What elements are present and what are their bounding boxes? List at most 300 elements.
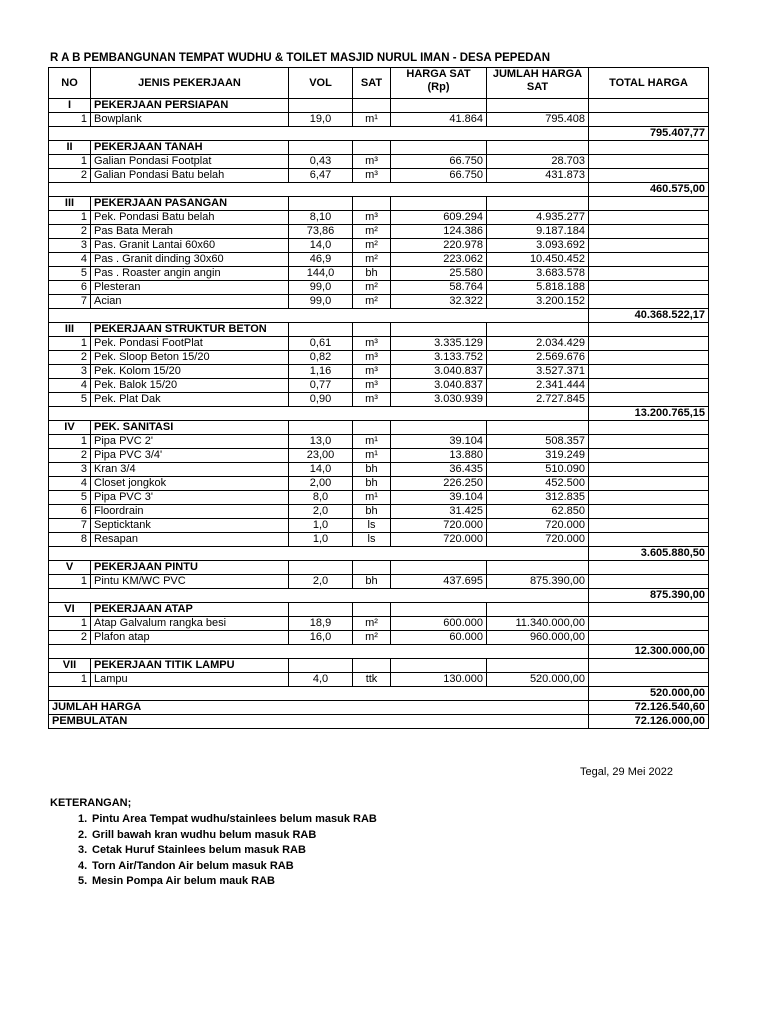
empty-cell <box>289 659 353 673</box>
item-jumlah-harga: 2.727.845 <box>487 393 589 407</box>
item-number: 1 <box>49 575 91 589</box>
empty-cell <box>589 603 709 617</box>
item-jumlah-harga: 520.000,00 <box>487 673 589 687</box>
section-row <box>49 197 709 211</box>
empty-cell <box>589 113 709 127</box>
item-number: 2 <box>49 449 91 463</box>
table-row <box>49 113 709 127</box>
empty-cell <box>589 155 709 169</box>
empty-cell <box>589 533 709 547</box>
item-number: 1 <box>49 155 91 169</box>
item-number: 2 <box>49 631 91 645</box>
empty-cell <box>589 99 709 113</box>
empty-cell <box>289 603 353 617</box>
table-row <box>49 295 709 309</box>
section-total: 12.300.000,00 <box>589 645 709 659</box>
item-sat: m³ <box>353 155 391 169</box>
section-name: PEKERJAAN TANAH <box>91 141 289 155</box>
section-name: PEKERJAAN PERSIAPAN <box>91 99 289 113</box>
empty-cell <box>49 407 589 421</box>
empty-cell <box>487 603 589 617</box>
empty-cell <box>353 561 391 575</box>
item-harga-sat: 3.133.752 <box>391 351 487 365</box>
empty-cell <box>589 519 709 533</box>
empty-cell <box>589 421 709 435</box>
item-sat: m² <box>353 225 391 239</box>
item-sat: bh <box>353 477 391 491</box>
table-row <box>49 505 709 519</box>
empty-cell <box>353 99 391 113</box>
item-harga-sat: 124.386 <box>391 225 487 239</box>
item-harga-sat: 13.880 <box>391 449 487 463</box>
table-row <box>49 155 709 169</box>
item-harga-sat: 3.040.837 <box>391 365 487 379</box>
item-name: Pipa PVC 2' <box>91 435 289 449</box>
item-number: 1 <box>49 617 91 631</box>
empty-cell <box>589 211 709 225</box>
item-name: Closet jongkok <box>91 477 289 491</box>
empty-cell <box>49 645 589 659</box>
table-row <box>49 281 709 295</box>
section-number: IV <box>49 421 91 435</box>
document-title: R A B PEMBANGUNAN TEMPAT WUDHU & TOILET MASJID NURUL IMAN - DESA PEPEDAN <box>50 52 551 64</box>
header-jenis-pekerjaan: JENIS PEKERJAAN <box>91 68 289 99</box>
section-name: PEK. SANITASI <box>91 421 289 435</box>
item-name: Pas Bata Merah <box>91 225 289 239</box>
item-vol: 14,0 <box>289 239 353 253</box>
empty-cell <box>589 323 709 337</box>
item-number: 4 <box>49 253 91 267</box>
keterangan-item: 5. Mesin Pompa Air belum mauk RAB <box>78 875 275 887</box>
item-sat: m³ <box>353 365 391 379</box>
item-name: Lampu <box>91 673 289 687</box>
empty-cell <box>589 561 709 575</box>
item-name: Septicktank <box>91 519 289 533</box>
item-number: 7 <box>49 295 91 309</box>
item-number: 3 <box>49 239 91 253</box>
item-jumlah-harga: 3.527.371 <box>487 365 589 379</box>
empty-cell <box>391 197 487 211</box>
item-name: Pipa PVC 3' <box>91 491 289 505</box>
section-row <box>49 659 709 673</box>
empty-cell <box>589 435 709 449</box>
jumlah-harga-row <box>49 701 709 715</box>
empty-cell <box>391 603 487 617</box>
jumlah-harga-value: 72.126.540,60 <box>589 701 709 715</box>
empty-cell <box>391 659 487 673</box>
item-jumlah-harga: 3.200.152 <box>487 295 589 309</box>
empty-cell <box>49 183 589 197</box>
empty-cell <box>353 141 391 155</box>
item-name: Floordrain <box>91 505 289 519</box>
empty-cell <box>289 141 353 155</box>
item-jumlah-harga: 720.000 <box>487 533 589 547</box>
item-number: 3 <box>49 463 91 477</box>
empty-cell <box>353 659 391 673</box>
header-vol: VOL <box>289 68 353 99</box>
empty-cell <box>391 561 487 575</box>
item-number: 7 <box>49 519 91 533</box>
section-row <box>49 421 709 435</box>
item-name: Pek. Kolom 15/20 <box>91 365 289 379</box>
empty-cell <box>289 561 353 575</box>
empty-cell <box>49 127 589 141</box>
item-name: Pek. Plat Dak <box>91 393 289 407</box>
section-row <box>49 99 709 113</box>
item-sat: m¹ <box>353 113 391 127</box>
empty-cell <box>391 99 487 113</box>
empty-cell <box>289 197 353 211</box>
item-jumlah-harga: 28.703 <box>487 155 589 169</box>
item-number: 1 <box>49 113 91 127</box>
item-name: Acian <box>91 295 289 309</box>
keterangan-list <box>78 812 377 890</box>
section-row <box>49 323 709 337</box>
item-number: 5 <box>49 267 91 281</box>
item-jumlah-harga: 720.000 <box>487 519 589 533</box>
empty-cell <box>49 547 589 561</box>
item-name: Plafon atap <box>91 631 289 645</box>
empty-cell <box>589 141 709 155</box>
table-row <box>49 449 709 463</box>
item-name: Pipa PVC 3/4' <box>91 449 289 463</box>
section-total-row <box>49 547 709 561</box>
item-vol: 144,0 <box>289 267 353 281</box>
item-jumlah-harga: 9.187.184 <box>487 225 589 239</box>
item-number: 4 <box>49 379 91 393</box>
item-vol: 73,86 <box>289 225 353 239</box>
section-total: 3.605.880,50 <box>589 547 709 561</box>
item-name: Bowplank <box>91 113 289 127</box>
item-sat: m² <box>353 281 391 295</box>
item-jumlah-harga: 431.873 <box>487 169 589 183</box>
item-sat: m³ <box>353 393 391 407</box>
section-name: PEKERJAAN STRUKTUR BETON <box>91 323 289 337</box>
item-number: 6 <box>49 505 91 519</box>
section-total-row <box>49 589 709 603</box>
table-row <box>49 337 709 351</box>
item-harga-sat: 220.978 <box>391 239 487 253</box>
section-total: 795.407,77 <box>589 127 709 141</box>
item-number: 2 <box>49 351 91 365</box>
table-row <box>49 267 709 281</box>
item-name: Pek. Balok 15/20 <box>91 379 289 393</box>
item-sat: bh <box>353 463 391 477</box>
empty-cell <box>589 673 709 687</box>
table-row <box>49 169 709 183</box>
item-number: 3 <box>49 365 91 379</box>
empty-cell <box>589 617 709 631</box>
empty-cell <box>487 323 589 337</box>
item-harga-sat: 41.864 <box>391 113 487 127</box>
section-row <box>49 561 709 575</box>
item-sat: m³ <box>353 169 391 183</box>
empty-cell <box>589 337 709 351</box>
item-sat: m² <box>353 631 391 645</box>
section-name: PEKERJAAN PASANGAN <box>91 197 289 211</box>
empty-cell <box>289 323 353 337</box>
empty-cell <box>589 659 709 673</box>
table-row <box>49 575 709 589</box>
table-row <box>49 211 709 225</box>
section-total: 13.200.765,15 <box>589 407 709 421</box>
document-date: Tegal, 29 Mei 2022 <box>580 766 673 778</box>
item-sat: m¹ <box>353 491 391 505</box>
item-jumlah-harga: 2.341.444 <box>487 379 589 393</box>
item-name: Atap Galvalum rangka besi <box>91 617 289 631</box>
item-name: Pintu KM/WC PVC <box>91 575 289 589</box>
item-sat: m¹ <box>353 449 391 463</box>
item-vol: 2,00 <box>289 477 353 491</box>
jumlah-harga-label: JUMLAH HARGA <box>49 701 589 715</box>
section-total-row <box>49 407 709 421</box>
item-vol: 1,0 <box>289 533 353 547</box>
item-number: 2 <box>49 225 91 239</box>
item-sat: m² <box>353 239 391 253</box>
header-jumlah-harga: JUMLAH HARGA SAT <box>487 68 589 99</box>
item-sat: m² <box>353 253 391 267</box>
item-number: 1 <box>49 211 91 225</box>
item-sat: m³ <box>353 379 391 393</box>
table-body <box>49 99 709 701</box>
empty-cell <box>487 197 589 211</box>
item-vol: 6,47 <box>289 169 353 183</box>
table-row <box>49 533 709 547</box>
pembulatan-label: PEMBULATAN <box>49 715 589 729</box>
header-harga-sat: HARGA SAT (Rp) <box>391 68 487 99</box>
item-harga-sat: 720.000 <box>391 519 487 533</box>
item-jumlah-harga: 510.090 <box>487 463 589 477</box>
item-vol: 2,0 <box>289 575 353 589</box>
item-vol: 19,0 <box>289 113 353 127</box>
header-sat: SAT <box>353 68 391 99</box>
empty-cell <box>589 393 709 407</box>
item-vol: 18,9 <box>289 617 353 631</box>
section-row <box>49 141 709 155</box>
empty-cell <box>589 253 709 267</box>
empty-cell <box>487 421 589 435</box>
item-vol: 8,10 <box>289 211 353 225</box>
item-name: Resapan <box>91 533 289 547</box>
item-jumlah-harga: 452.500 <box>487 477 589 491</box>
empty-cell <box>589 379 709 393</box>
item-harga-sat: 31.425 <box>391 505 487 519</box>
empty-cell <box>487 659 589 673</box>
header-no: NO <box>49 68 91 99</box>
empty-cell <box>589 505 709 519</box>
item-harga-sat: 3.040.837 <box>391 379 487 393</box>
keterangan-item: 2. Grill bawah kran wudhu belum masuk RAB <box>78 828 317 841</box>
item-sat: m³ <box>353 351 391 365</box>
item-jumlah-harga: 875.390,00 <box>487 575 589 589</box>
item-vol: 4,0 <box>289 673 353 687</box>
rab-table <box>48 67 709 729</box>
item-number: 2 <box>49 169 91 183</box>
pembulatan-row <box>49 715 709 729</box>
item-number: 1 <box>49 435 91 449</box>
empty-cell <box>353 603 391 617</box>
item-vol: 16,0 <box>289 631 353 645</box>
section-total-row <box>49 309 709 323</box>
keterangan-item: 4. Torn Air/Tandon Air belum masuk RAB <box>78 859 294 872</box>
table-row <box>49 631 709 645</box>
item-sat: m³ <box>353 337 391 351</box>
empty-cell <box>353 197 391 211</box>
item-harga-sat: 437.695 <box>391 575 487 589</box>
empty-cell <box>589 267 709 281</box>
empty-cell <box>391 323 487 337</box>
section-total: 520.000,00 <box>589 687 709 701</box>
item-harga-sat: 600.000 <box>391 617 487 631</box>
item-jumlah-harga: 960.000,00 <box>487 631 589 645</box>
empty-cell <box>589 225 709 239</box>
item-vol: 1,0 <box>289 519 353 533</box>
item-jumlah-harga: 10.450.452 <box>487 253 589 267</box>
item-harga-sat: 25.580 <box>391 267 487 281</box>
item-harga-sat: 223.062 <box>391 253 487 267</box>
section-name: PEKERJAAN TITIK LAMPU <box>91 659 289 673</box>
item-harga-sat: 39.104 <box>391 435 487 449</box>
empty-cell <box>487 141 589 155</box>
item-number: 4 <box>49 477 91 491</box>
section-row <box>49 603 709 617</box>
item-jumlah-harga: 4.935.277 <box>487 211 589 225</box>
section-number: I <box>49 99 91 113</box>
item-number: 1 <box>49 337 91 351</box>
item-name: Pek. Pondasi Batu belah <box>91 211 289 225</box>
keterangan-item: 1. Pintu Area Tempat wudhu/stainlees belum masuk RAB <box>78 813 377 825</box>
table-row <box>49 519 709 533</box>
item-number: 5 <box>49 491 91 505</box>
item-harga-sat: 36.435 <box>391 463 487 477</box>
empty-cell <box>49 309 589 323</box>
item-sat: m¹ <box>353 435 391 449</box>
empty-cell <box>589 463 709 477</box>
item-vol: 23,00 <box>289 449 353 463</box>
keterangan-item: 3. Cetak Huruf Stainlees belum masuk RAB <box>78 844 306 856</box>
empty-cell <box>289 99 353 113</box>
table-row <box>49 673 709 687</box>
item-number: 1 <box>49 673 91 687</box>
item-harga-sat: 58.764 <box>391 281 487 295</box>
pembulatan-value: 72.126.000,00 <box>589 715 709 729</box>
item-jumlah-harga: 319.249 <box>487 449 589 463</box>
item-harga-sat: 32.322 <box>391 295 487 309</box>
item-number: 6 <box>49 281 91 295</box>
table-row <box>49 379 709 393</box>
empty-cell <box>353 323 391 337</box>
empty-cell <box>391 421 487 435</box>
item-jumlah-harga: 11.340.000,00 <box>487 617 589 631</box>
section-name: PEKERJAAN PINTU <box>91 561 289 575</box>
item-name: Pek. Sloop Beton 15/20 <box>91 351 289 365</box>
table-row <box>49 435 709 449</box>
empty-cell <box>589 169 709 183</box>
table-row <box>49 225 709 239</box>
empty-cell <box>589 491 709 505</box>
item-harga-sat: 39.104 <box>391 491 487 505</box>
item-number: 5 <box>49 393 91 407</box>
section-total: 40.368.522,17 <box>589 309 709 323</box>
item-jumlah-harga: 3.683.578 <box>487 267 589 281</box>
section-total: 875.390,00 <box>589 589 709 603</box>
empty-cell <box>589 365 709 379</box>
item-sat: m² <box>353 295 391 309</box>
empty-cell <box>589 295 709 309</box>
item-vol: 46,9 <box>289 253 353 267</box>
item-jumlah-harga: 508.357 <box>487 435 589 449</box>
header-total-harga: TOTAL HARGA <box>589 68 709 99</box>
section-number: V <box>49 561 91 575</box>
item-sat: bh <box>353 267 391 281</box>
empty-cell <box>589 477 709 491</box>
item-sat: bh <box>353 505 391 519</box>
empty-cell <box>49 589 589 603</box>
item-sat: m² <box>353 617 391 631</box>
item-harga-sat: 226.250 <box>391 477 487 491</box>
item-vol: 2,0 <box>289 505 353 519</box>
item-harga-sat: 720.000 <box>391 533 487 547</box>
item-vol: 13,0 <box>289 435 353 449</box>
section-number: III <box>49 197 91 211</box>
item-vol: 1,16 <box>289 365 353 379</box>
item-harga-sat: 3.030.939 <box>391 393 487 407</box>
item-harga-sat: 66.750 <box>391 169 487 183</box>
empty-cell <box>49 687 589 701</box>
item-jumlah-harga: 312.835 <box>487 491 589 505</box>
item-name: Pas. Granit Lantai 60x60 <box>91 239 289 253</box>
item-jumlah-harga: 2.034.429 <box>487 337 589 351</box>
item-sat: ttk <box>353 673 391 687</box>
table-row <box>49 393 709 407</box>
section-total-row <box>49 127 709 141</box>
item-harga-sat: 3.335.129 <box>391 337 487 351</box>
empty-cell <box>353 421 391 435</box>
empty-cell <box>589 239 709 253</box>
empty-cell <box>487 561 589 575</box>
item-name: Kran 3/4 <box>91 463 289 477</box>
section-total-row <box>49 183 709 197</box>
empty-cell <box>487 99 589 113</box>
empty-cell <box>589 351 709 365</box>
item-name: Pas . Granit dinding 30x60 <box>91 253 289 267</box>
item-name: Pas . Roaster angin angin <box>91 267 289 281</box>
empty-cell <box>391 141 487 155</box>
table-row <box>49 365 709 379</box>
item-vol: 99,0 <box>289 295 353 309</box>
item-name: Galian Pondasi Batu belah <box>91 169 289 183</box>
table-row <box>49 253 709 267</box>
section-number: III <box>49 323 91 337</box>
item-harga-sat: 66.750 <box>391 155 487 169</box>
item-jumlah-harga: 2.569.676 <box>487 351 589 365</box>
table-row <box>49 351 709 365</box>
empty-cell <box>589 197 709 211</box>
item-sat: m³ <box>353 211 391 225</box>
item-jumlah-harga: 795.408 <box>487 113 589 127</box>
empty-cell <box>589 631 709 645</box>
table-row <box>49 463 709 477</box>
item-vol: 0,90 <box>289 393 353 407</box>
item-vol: 99,0 <box>289 281 353 295</box>
item-harga-sat: 60.000 <box>391 631 487 645</box>
item-name: Pek. Pondasi FootPlat <box>91 337 289 351</box>
item-name: Galian Pondasi Footplat <box>91 155 289 169</box>
empty-cell <box>589 575 709 589</box>
table-row <box>49 477 709 491</box>
section-number: VII <box>49 659 91 673</box>
item-jumlah-harga: 5.818.188 <box>487 281 589 295</box>
